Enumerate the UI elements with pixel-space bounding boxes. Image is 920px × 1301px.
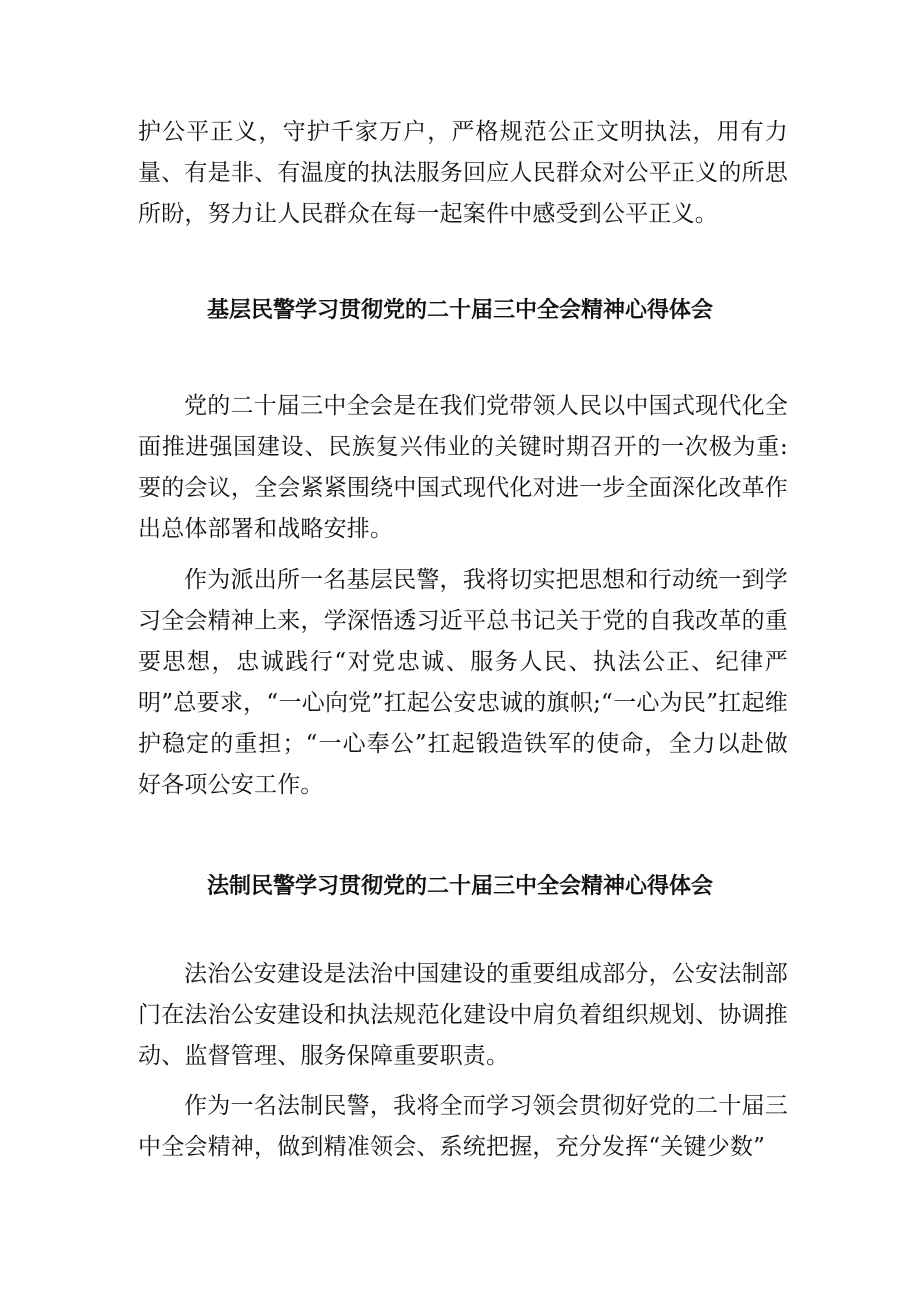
intro-paragraph: 护公平正义，守护千家万户，严格规范公正文明执法，用有力量、有是非、有温度的执法服务回应人民群众对公平正义的所思所盼，努力让人民群众在每一起案件中感受到公平正义。 — [138, 119, 788, 227]
section-1-title: 基层民警学习贯彻党的二十届三中全会精神心得体会 — [206, 298, 713, 323]
section-1-paragraph-1: 党的二十届三中全会是在我们党带领人民以中国式现代化全面推进强国建设、民族复兴伟业的关键时期召开的一次极为重:要的会议，全会紧紧围绕中国式现代化对进一步全面深化改革作出总体部署和战略安排。 — [138, 393, 788, 542]
section-2-title: 法制民警学习贯彻党的二十届三中全会精神心得体会 — [206, 874, 713, 899]
section-2-paragraph-1: 法治公安建设是法治中国建设的重要组成部分，公安法制部门在法治公安建设和执法规范化建设中肩负着组织规划、协调推动、监督管理、服务保障重要职责。 — [138, 961, 788, 1069]
section-2-paragraph-2: 作为一名法制民警，我将全而学习领会贯彻好党的二十届三中全会精神，做到精准领会、系统把握，充分发挥“关键少数” — [138, 1093, 788, 1160]
section-1-paragraph-2: 作为派出所一名基层民警，我将切实把思想和行动统一到学习全会精神上来，学深悟透习近平总书记关于党的自我改革的重要思想，忠诚践行“对党忠诚、服务人民、执法公正、纪律严明”总要求，“一心向党”扛起公安忠诚的旗帜;“一心为民”扛起维护稳定的重担；“一心奉公”扛起锻造铁军的使命，全力以赴做好各项公安工作。 — [138, 567, 788, 798]
